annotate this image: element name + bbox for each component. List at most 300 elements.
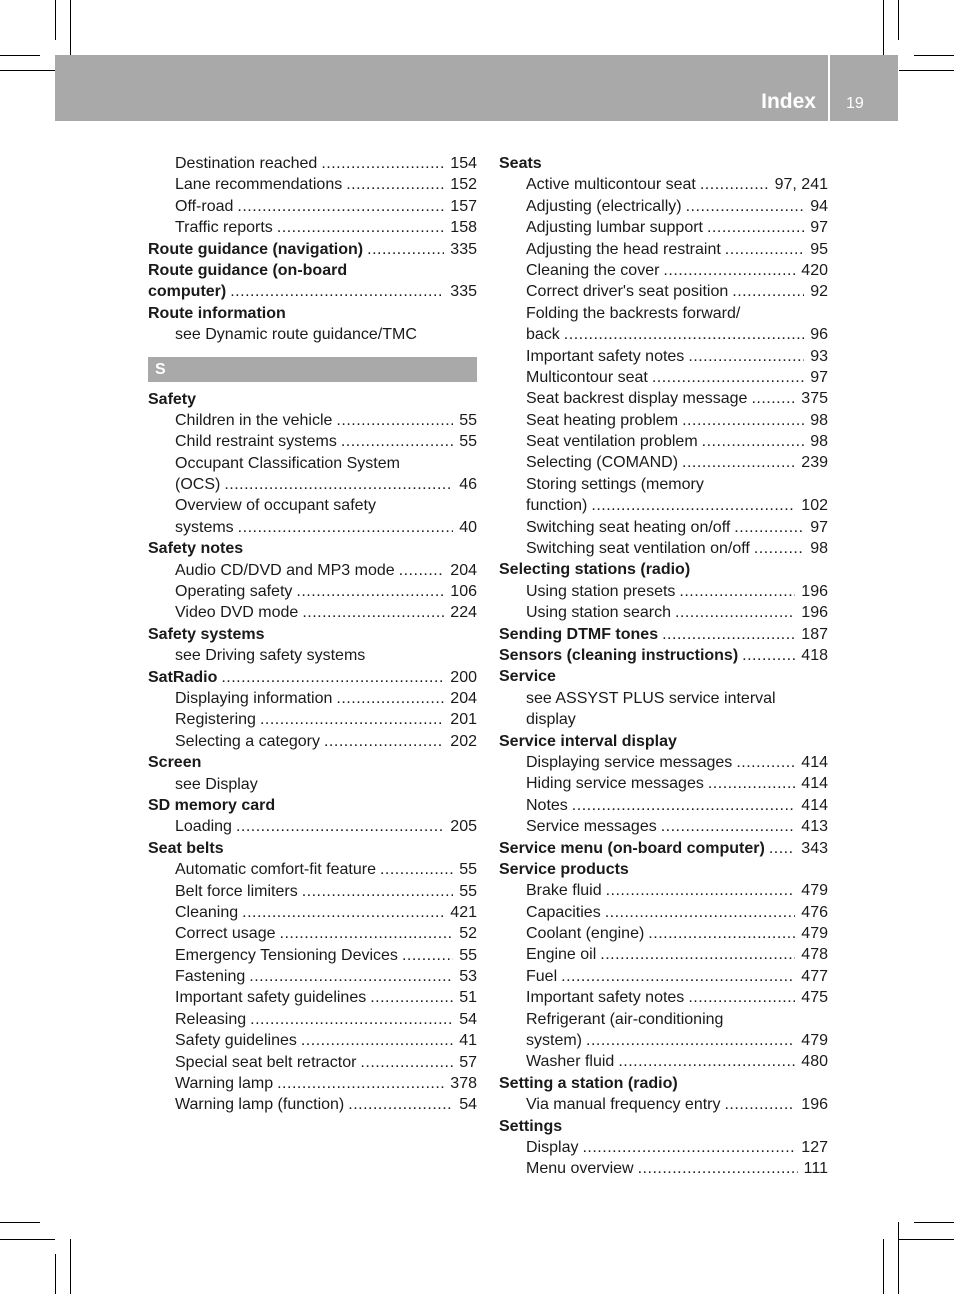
leader-dots bbox=[249, 966, 453, 987]
index-subentry bbox=[499, 923, 828, 944]
entry-page: 98 bbox=[810, 411, 828, 429]
entry-page: 96 bbox=[810, 326, 828, 344]
index-entry bbox=[148, 838, 477, 859]
index-subentry bbox=[499, 410, 828, 431]
entry-label: system) bbox=[526, 1032, 582, 1050]
index-entry bbox=[499, 153, 828, 174]
index-entry bbox=[499, 645, 828, 666]
entry-label: Displaying information bbox=[175, 689, 333, 707]
index-subentry bbox=[148, 709, 477, 730]
entry-page: 196 bbox=[801, 604, 828, 622]
index-entry bbox=[148, 389, 477, 410]
crop-mark bbox=[0, 55, 40, 56]
entry-label: (OCS) bbox=[175, 476, 221, 494]
index-entry bbox=[499, 559, 828, 580]
leader-dots bbox=[682, 452, 795, 473]
entry-page: 54 bbox=[459, 1096, 477, 1114]
index-subentry bbox=[499, 1094, 828, 1115]
index-subentry bbox=[499, 987, 828, 1008]
index-subentry bbox=[499, 752, 828, 773]
index-subentry bbox=[148, 688, 477, 709]
entry-page: 98 bbox=[810, 540, 828, 558]
leader-dots bbox=[564, 324, 804, 345]
entry-label: Occupant Classification System bbox=[175, 454, 400, 472]
entry-page: 52 bbox=[459, 925, 477, 943]
index-subentry bbox=[499, 944, 828, 965]
entry-label: Refrigerant (air-conditioning bbox=[526, 1010, 724, 1028]
entry-page: 54 bbox=[459, 1010, 477, 1028]
entry-label: Off-road bbox=[175, 197, 234, 215]
entry-page: 201 bbox=[450, 711, 477, 729]
entry-label: Emergency Tensioning Devices bbox=[175, 946, 398, 964]
leader-dots bbox=[237, 196, 444, 217]
entry-label: Cleaning the cover bbox=[526, 261, 660, 279]
entry-label: Capacities bbox=[526, 903, 601, 921]
crop-mark bbox=[70, 0, 71, 55]
entry-label: Menu overview bbox=[526, 1160, 634, 1178]
leader-dots bbox=[399, 560, 445, 581]
entry-page: 378 bbox=[450, 1075, 477, 1093]
index-subentry bbox=[148, 774, 477, 795]
entry-label: Releasing bbox=[175, 1010, 247, 1028]
index-subentry bbox=[148, 731, 477, 752]
entry-label: Important safety notes bbox=[526, 347, 685, 365]
leader-dots bbox=[586, 1030, 795, 1051]
index-subentry bbox=[148, 560, 477, 581]
crop-mark bbox=[55, 0, 56, 40]
entry-label: Folding the backrests forward/ bbox=[526, 304, 741, 322]
entry-page: 420 bbox=[801, 261, 828, 279]
entry-label: Correct usage bbox=[175, 925, 276, 943]
index-entry bbox=[148, 667, 477, 688]
entry-page: 127 bbox=[801, 1138, 828, 1156]
entry-label: Seat backrest display message bbox=[526, 390, 748, 408]
index-entry bbox=[148, 538, 477, 559]
entry-page: 57 bbox=[459, 1053, 477, 1071]
leader-dots bbox=[675, 602, 795, 623]
entry-page: 202 bbox=[450, 732, 477, 750]
entry-label: Route information bbox=[148, 304, 286, 322]
entry-label: Displaying service messages bbox=[526, 753, 733, 771]
entry-page: 106 bbox=[450, 583, 477, 601]
index-subentry bbox=[499, 517, 828, 538]
index-entry bbox=[148, 239, 477, 260]
crop-mark bbox=[899, 1239, 954, 1240]
index-subentry bbox=[148, 1009, 477, 1030]
leader-dots bbox=[260, 709, 444, 730]
entry-label: Display bbox=[526, 1138, 579, 1156]
leader-dots bbox=[732, 281, 804, 302]
entry-label: Settings bbox=[499, 1117, 563, 1135]
leader-dots bbox=[734, 517, 804, 538]
leader-dots bbox=[301, 1030, 453, 1051]
entry-page: 152 bbox=[450, 176, 477, 194]
entry-page: 475 bbox=[801, 989, 828, 1007]
index-subentry bbox=[148, 174, 477, 195]
entry-label: Using station presets bbox=[526, 582, 676, 600]
crop-mark bbox=[0, 1239, 55, 1240]
leader-dots bbox=[346, 174, 444, 195]
index-subentry bbox=[499, 688, 828, 709]
index-subentry bbox=[148, 859, 477, 880]
entry-label: Hiding service messages bbox=[526, 775, 704, 793]
leader-dots bbox=[341, 431, 453, 452]
leader-dots bbox=[402, 945, 453, 966]
leader-dots bbox=[605, 902, 796, 923]
index-subentry bbox=[499, 1137, 828, 1158]
entry-page: 375 bbox=[801, 390, 828, 408]
entry-label: Active multicontour seat bbox=[526, 176, 696, 194]
entry-page: 55 bbox=[459, 882, 477, 900]
index-entry bbox=[499, 731, 828, 752]
crop-mark bbox=[899, 70, 954, 71]
leader-dots bbox=[296, 581, 444, 602]
entry-label: Cleaning bbox=[175, 903, 239, 921]
entry-page: 479 bbox=[801, 925, 828, 943]
entry-page: 200 bbox=[450, 668, 477, 686]
index-subentry bbox=[148, 217, 477, 238]
leader-dots bbox=[582, 1137, 795, 1158]
index-subentry bbox=[499, 966, 828, 987]
index-subentry bbox=[148, 410, 477, 431]
index-subentry bbox=[148, 453, 477, 474]
entry-label: Selecting stations (radio) bbox=[499, 561, 691, 579]
index-subentry bbox=[499, 709, 828, 730]
entry-label: Operating safety bbox=[175, 583, 293, 601]
entry-page: 196 bbox=[801, 1096, 828, 1114]
entry-label: Loading bbox=[175, 818, 232, 836]
index-entry bbox=[499, 1073, 828, 1094]
index-subentry bbox=[499, 902, 828, 923]
entry-page: 158 bbox=[450, 219, 477, 237]
entry-page: 414 bbox=[801, 775, 828, 793]
index-entry bbox=[148, 624, 477, 645]
header-separator bbox=[828, 55, 830, 121]
leader-dots bbox=[679, 581, 795, 602]
entry-page: 204 bbox=[450, 689, 477, 707]
index-subentry bbox=[499, 346, 828, 367]
leader-dots bbox=[769, 838, 795, 859]
leader-dots bbox=[742, 645, 795, 666]
leader-dots bbox=[224, 474, 453, 495]
entry-label: Setting a station (radio) bbox=[499, 1074, 678, 1092]
entry-label: Service products bbox=[499, 860, 629, 878]
entry-label: back bbox=[526, 326, 560, 344]
entry-page: 478 bbox=[801, 946, 828, 964]
leader-dots bbox=[572, 795, 796, 816]
entry-page: 477 bbox=[801, 967, 828, 985]
entry-page: 51 bbox=[459, 989, 477, 1007]
entry-label: see Dynamic route guidance/TMC bbox=[175, 326, 417, 344]
index-subentry bbox=[499, 581, 828, 602]
entry-label: Automatic comfort-fit feature bbox=[175, 861, 376, 879]
entry-page: 55 bbox=[459, 946, 477, 964]
leader-dots bbox=[591, 495, 795, 516]
entry-label: Selecting (COMAND) bbox=[526, 454, 679, 472]
entry-label: Screen bbox=[148, 754, 202, 772]
index-subentry bbox=[148, 196, 477, 217]
entry-page: 53 bbox=[459, 968, 477, 986]
leader-dots bbox=[606, 880, 796, 901]
entry-page: 95 bbox=[810, 240, 828, 258]
leader-dots bbox=[707, 217, 804, 238]
entry-label: Seats bbox=[499, 155, 542, 172]
index-subentry bbox=[148, 1052, 477, 1073]
index-subentry bbox=[499, 495, 828, 516]
crop-mark bbox=[0, 1222, 40, 1223]
index-subentry bbox=[148, 1030, 477, 1051]
leader-dots bbox=[321, 153, 444, 174]
entry-label: SatRadio bbox=[148, 668, 218, 686]
index-entry bbox=[148, 260, 477, 281]
entry-page: 418 bbox=[801, 646, 828, 664]
index-entry bbox=[148, 281, 477, 302]
index-subentry bbox=[499, 474, 828, 495]
entry-label: Route guidance (on-board bbox=[148, 261, 348, 279]
index-subentry bbox=[499, 217, 828, 238]
entry-page: 46 bbox=[459, 476, 477, 494]
section-header: S bbox=[148, 357, 477, 382]
entry-label: Service bbox=[499, 668, 556, 686]
entry-label: Service menu (on-board computer) bbox=[499, 839, 765, 857]
index-subentry bbox=[148, 966, 477, 987]
entry-label: function) bbox=[526, 497, 588, 515]
leader-dots bbox=[702, 431, 805, 452]
entry-page: 196 bbox=[801, 582, 828, 600]
entry-label: Traffic reports bbox=[175, 219, 273, 237]
index-entry bbox=[499, 859, 828, 880]
index-entry bbox=[499, 1116, 828, 1137]
leader-dots bbox=[302, 602, 444, 623]
entry-label: Using station search bbox=[526, 604, 671, 622]
entry-label: Sending DTMF tones bbox=[499, 625, 659, 643]
entry-label: Important safety notes bbox=[526, 989, 685, 1007]
entry-page: 413 bbox=[801, 818, 828, 836]
index-entry bbox=[499, 666, 828, 687]
entry-page: 97, 241 bbox=[774, 176, 828, 194]
entry-label: Service interval display bbox=[499, 732, 677, 750]
entry-page: 111 bbox=[803, 1160, 828, 1178]
leader-dots bbox=[370, 987, 453, 1008]
entry-label: SD memory card bbox=[148, 796, 276, 814]
index-entry bbox=[148, 795, 477, 816]
entry-label: Seat heating problem bbox=[526, 411, 679, 429]
entry-page: 55 bbox=[459, 433, 477, 451]
index-subentry bbox=[148, 923, 477, 944]
leader-dots bbox=[380, 859, 453, 880]
leader-dots bbox=[348, 1094, 453, 1115]
entry-page: 97 bbox=[810, 219, 828, 237]
index-subentry bbox=[499, 281, 828, 302]
entry-label: Coolant (engine) bbox=[526, 925, 645, 943]
entry-label: Notes bbox=[526, 796, 568, 814]
index-subentry bbox=[499, 196, 828, 217]
leader-dots bbox=[754, 538, 804, 559]
index-subentry bbox=[148, 1094, 477, 1115]
leader-dots bbox=[662, 624, 795, 645]
entry-label: computer) bbox=[148, 283, 227, 301]
entry-label: Child restraint systems bbox=[175, 433, 337, 451]
crop-mark bbox=[0, 70, 55, 71]
leader-dots bbox=[561, 966, 795, 987]
index-subentry bbox=[148, 602, 477, 623]
index-subentry bbox=[499, 880, 828, 901]
entry-label: Warning lamp (function) bbox=[175, 1096, 345, 1114]
index-subentry bbox=[499, 602, 828, 623]
index-subentry bbox=[148, 581, 477, 602]
leader-dots bbox=[688, 987, 795, 1008]
entry-label: Warning lamp bbox=[175, 1075, 274, 1093]
leader-dots bbox=[618, 1051, 795, 1072]
entry-page: 414 bbox=[801, 753, 828, 771]
entry-page: 205 bbox=[450, 818, 477, 836]
entry-page: 92 bbox=[810, 283, 828, 301]
index-subentry bbox=[499, 174, 828, 195]
entry-page: 154 bbox=[450, 155, 477, 172]
crop-mark bbox=[914, 1222, 954, 1223]
entry-label: Safety guidelines bbox=[175, 1032, 297, 1050]
index-subentry bbox=[499, 773, 828, 794]
entry-label: Adjusting the head restraint bbox=[526, 240, 721, 258]
entry-page: 335 bbox=[450, 283, 477, 301]
index-entry bbox=[148, 303, 477, 324]
entry-page: 98 bbox=[810, 433, 828, 451]
entry-label: Selecting a category bbox=[175, 732, 320, 750]
entry-label: Fastening bbox=[175, 968, 246, 986]
entry-label: see ASSYST PLUS service interval bbox=[526, 689, 776, 707]
entry-label: Route guidance (navigation) bbox=[148, 240, 364, 258]
entry-label: Special seat belt retractor bbox=[175, 1053, 357, 1071]
entry-page: 55 bbox=[459, 861, 477, 879]
entry-label: Fuel bbox=[526, 967, 558, 985]
index-subentry bbox=[499, 303, 828, 324]
leader-dots bbox=[725, 239, 804, 260]
leader-dots bbox=[708, 773, 795, 794]
entry-label: systems bbox=[175, 518, 234, 536]
index-subentry bbox=[499, 260, 828, 281]
entry-label: see Driving safety systems bbox=[175, 647, 366, 665]
page-number: 19 bbox=[846, 95, 864, 112]
entry-label: Safety systems bbox=[148, 625, 265, 643]
entry-label: Safety bbox=[148, 390, 197, 408]
entry-label: Adjusting lumbar support bbox=[526, 219, 703, 237]
crop-mark bbox=[883, 1239, 884, 1294]
leader-dots bbox=[661, 816, 796, 837]
leader-dots bbox=[302, 881, 454, 902]
entry-label: Safety notes bbox=[148, 540, 244, 558]
index-subentry bbox=[148, 881, 477, 902]
index-subentry bbox=[148, 474, 477, 495]
entry-label: Washer fluid bbox=[526, 1053, 615, 1071]
leader-dots bbox=[700, 174, 769, 195]
index-subentry bbox=[499, 324, 828, 345]
leader-dots bbox=[242, 902, 444, 923]
entry-page: 479 bbox=[801, 882, 828, 900]
index-subentry bbox=[148, 987, 477, 1008]
leader-dots bbox=[600, 944, 795, 965]
entry-page: 102 bbox=[801, 497, 828, 515]
index-subentry bbox=[499, 239, 828, 260]
leader-dots bbox=[250, 1009, 453, 1030]
index-subentry bbox=[499, 367, 828, 388]
entry-page: 55 bbox=[459, 411, 477, 429]
entry-page: 479 bbox=[801, 1032, 828, 1050]
leader-dots bbox=[221, 667, 444, 688]
index-subentry bbox=[148, 645, 477, 666]
index-subentry bbox=[148, 816, 477, 837]
index-column-right bbox=[499, 153, 828, 1180]
entry-page: 421 bbox=[450, 903, 477, 921]
entry-label: Service messages bbox=[526, 818, 657, 836]
index-subentry bbox=[499, 452, 828, 473]
entry-label: Switching seat heating on/off bbox=[526, 518, 731, 536]
index-subentry bbox=[499, 431, 828, 452]
index-subentry bbox=[499, 538, 828, 559]
leader-dots bbox=[236, 816, 444, 837]
index-subentry bbox=[148, 324, 477, 345]
leader-dots bbox=[652, 367, 804, 388]
leader-dots bbox=[336, 688, 444, 709]
entry-page: 343 bbox=[801, 839, 828, 857]
crop-mark bbox=[883, 0, 884, 55]
crop-mark bbox=[70, 1239, 71, 1294]
leader-dots bbox=[686, 196, 805, 217]
leader-dots bbox=[736, 752, 795, 773]
index-subentry bbox=[499, 388, 828, 409]
crop-mark bbox=[898, 0, 899, 40]
entry-label: Adjusting (electrically) bbox=[526, 197, 682, 215]
index-subentry bbox=[148, 945, 477, 966]
entry-label: Engine oil bbox=[526, 946, 597, 964]
entry-label: Children in the vehicle bbox=[175, 411, 333, 429]
leader-dots bbox=[751, 388, 795, 409]
entry-label: Via manual frequency entry bbox=[526, 1096, 721, 1114]
leader-dots bbox=[638, 1158, 798, 1179]
entry-label: Sensors (cleaning instructions) bbox=[499, 646, 739, 664]
leader-dots bbox=[230, 281, 444, 302]
index-subentry bbox=[499, 1158, 828, 1179]
leader-dots bbox=[663, 260, 795, 281]
index-entry bbox=[148, 752, 477, 773]
entry-label: Seat belts bbox=[148, 839, 224, 857]
leader-dots bbox=[367, 239, 444, 260]
entry-page: 94 bbox=[810, 197, 828, 215]
index-subentry bbox=[499, 1051, 828, 1072]
index-subentry bbox=[148, 517, 477, 538]
entry-label: Overview of occupant safety bbox=[175, 497, 376, 515]
entry-page: 204 bbox=[450, 561, 477, 579]
index-subentry bbox=[499, 1009, 828, 1030]
entry-label: Switching seat ventilation on/off bbox=[526, 540, 750, 558]
crop-mark bbox=[898, 1222, 899, 1294]
leader-dots bbox=[277, 1073, 444, 1094]
leader-dots bbox=[682, 410, 804, 431]
leader-dots bbox=[688, 346, 804, 367]
entry-page: 224 bbox=[450, 604, 477, 622]
entry-page: 480 bbox=[801, 1053, 828, 1071]
entry-page: 414 bbox=[801, 796, 828, 814]
index-subentry bbox=[148, 1073, 477, 1094]
index-subentry bbox=[148, 902, 477, 923]
entry-label: Multicontour seat bbox=[526, 368, 648, 386]
entry-page: 187 bbox=[801, 625, 828, 643]
index-subentry bbox=[499, 1030, 828, 1051]
entry-label: Correct driver's seat position bbox=[526, 283, 729, 301]
entry-page: 157 bbox=[450, 197, 477, 215]
leader-dots bbox=[238, 517, 454, 538]
entry-label: Lane recommendations bbox=[175, 176, 343, 194]
leader-dots bbox=[324, 731, 444, 752]
